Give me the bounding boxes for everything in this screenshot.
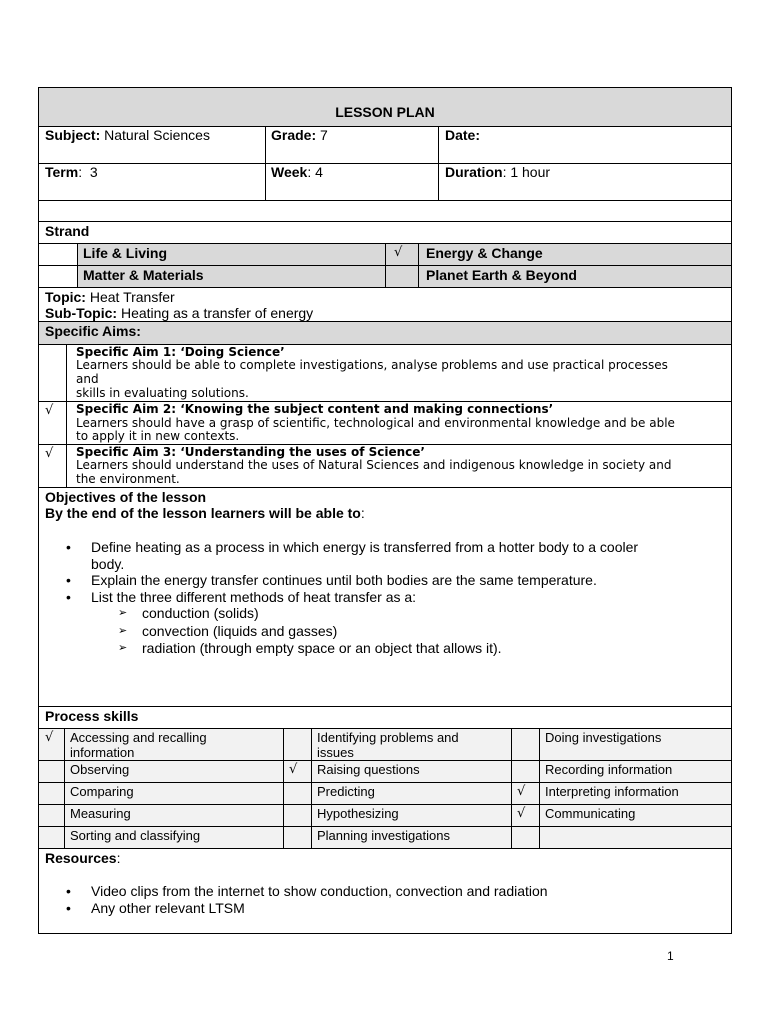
skill-identifying: Identifying problems and <box>317 730 459 745</box>
aim-2-title: Specific Aim 2: ‘Knowing the subject content and making connections’ <box>76 402 554 416</box>
skill-observing: Observing <box>70 762 130 777</box>
specific-aims-label: Specific Aims: <box>45 323 141 339</box>
date-field: Date: <box>445 127 481 143</box>
objective-2: Explain the energy transfer continues until both bodies are the same temperature. <box>91 572 597 588</box>
aim-1-line-3: skills in evaluating solutions. <box>76 386 249 400</box>
page-title: LESSON PLAN <box>335 104 435 120</box>
skill-hypothesizing: Hypothesizing <box>317 806 399 821</box>
process-skills-label: Process skills <box>45 708 139 724</box>
page-number: 1 <box>667 949 674 963</box>
skill-comparing: Comparing <box>70 784 134 799</box>
week-field: Week: 4 <box>271 164 323 180</box>
aim-1-line-1: Learners should be able to complete investigations, analyse problems and use practical processes <box>76 358 668 372</box>
objective-1: Define heating as a process in which energy is transferred from a hotter body to a cooler <box>91 539 639 555</box>
skill-planning: Planning investigations <box>317 828 450 843</box>
duration-field: Duration: 1 hour <box>445 164 551 180</box>
skill-check-icon: √ <box>289 762 298 777</box>
skill-accessing-cont: information <box>70 745 135 760</box>
aim-1-line-2: and <box>76 372 99 386</box>
method-2: convection (liquids and gasses) <box>142 623 338 639</box>
aim-2-line-2: to apply it in new contexts. <box>76 429 240 443</box>
skill-check-icon: √ <box>517 784 526 799</box>
bullet-icon: • <box>66 883 71 899</box>
aim-2-line-1: Learners should have a grasp of scientific, technological and environmental knowledge and be able <box>76 416 675 430</box>
method-1: conduction (solids) <box>142 605 259 621</box>
skill-doing-investigations: Doing investigations <box>545 730 662 745</box>
aim-3-check-icon: √ <box>45 446 54 461</box>
skill-sorting: Sorting and classifying <box>70 828 201 843</box>
skill-accessing: Accessing and recalling <box>70 730 207 745</box>
resource-2: Any other relevant LTSM <box>91 900 245 916</box>
skill-check-icon: √ <box>517 806 526 821</box>
skill-predicting: Predicting <box>317 784 375 799</box>
strand-energy-change: Energy & Change <box>426 245 543 261</box>
skill-recording: Recording information <box>545 762 673 777</box>
resource-1: Video clips from the internet to show conduction, convection and radiation <box>91 883 548 899</box>
skill-check-icon: √ <box>45 730 54 745</box>
strand-planet-earth: Planet Earth & Beyond <box>426 267 577 283</box>
arrow-bullet-icon: ➢ <box>118 641 128 654</box>
subject-field: Subject: Natural Sciences <box>45 127 210 143</box>
strand-label: Strand <box>45 223 90 239</box>
grade-field: Grade: 7 <box>271 127 328 143</box>
bullet-icon: • <box>66 900 71 916</box>
strand-energy-check-icon: √ <box>394 245 403 260</box>
term-field: Term: 3 <box>45 164 98 180</box>
subtopic-field: Sub-Topic: Heating as a transfer of energy <box>45 305 314 321</box>
strand-matter-materials: Matter & Materials <box>83 267 204 283</box>
topic-field: Topic: Heat Transfer <box>45 289 175 305</box>
skill-measuring: Measuring <box>70 806 131 821</box>
bullet-icon: • <box>66 589 71 605</box>
aim-2-check-icon: √ <box>45 403 54 418</box>
aim-3-line-1: Learners should understand the uses of Natural Sciences and indigenous knowledge in society and <box>76 458 672 472</box>
strand-life-living: Life & Living <box>83 245 167 261</box>
skill-identifying-cont: issues <box>317 745 354 760</box>
skill-communicating: Communicating <box>545 806 636 821</box>
resources-label: Resources: <box>45 850 121 866</box>
aim-3-line-2: the environment. <box>76 472 180 486</box>
objectives-heading: Objectives of the lesson <box>45 489 207 505</box>
objective-1-cont: body. <box>91 556 125 572</box>
objective-3: List the three different methods of heat transfer as a: <box>91 589 417 605</box>
method-3: radiation (through empty space or an object that allows it). <box>142 640 502 656</box>
aim-1-title: Specific Aim 1: ‘Doing Science’ <box>76 345 285 359</box>
skill-interpreting: Interpreting information <box>545 784 679 799</box>
arrow-bullet-icon: ➢ <box>118 624 128 637</box>
arrow-bullet-icon: ➢ <box>118 606 128 619</box>
bullet-icon: • <box>66 572 71 588</box>
skill-raising-questions: Raising questions <box>317 762 420 777</box>
objectives-intro: By the end of the lesson learners will be able to: <box>45 505 365 521</box>
aim-3-title: Specific Aim 3: ‘Understanding the uses of Science’ <box>76 445 425 459</box>
bullet-icon: • <box>66 539 71 555</box>
